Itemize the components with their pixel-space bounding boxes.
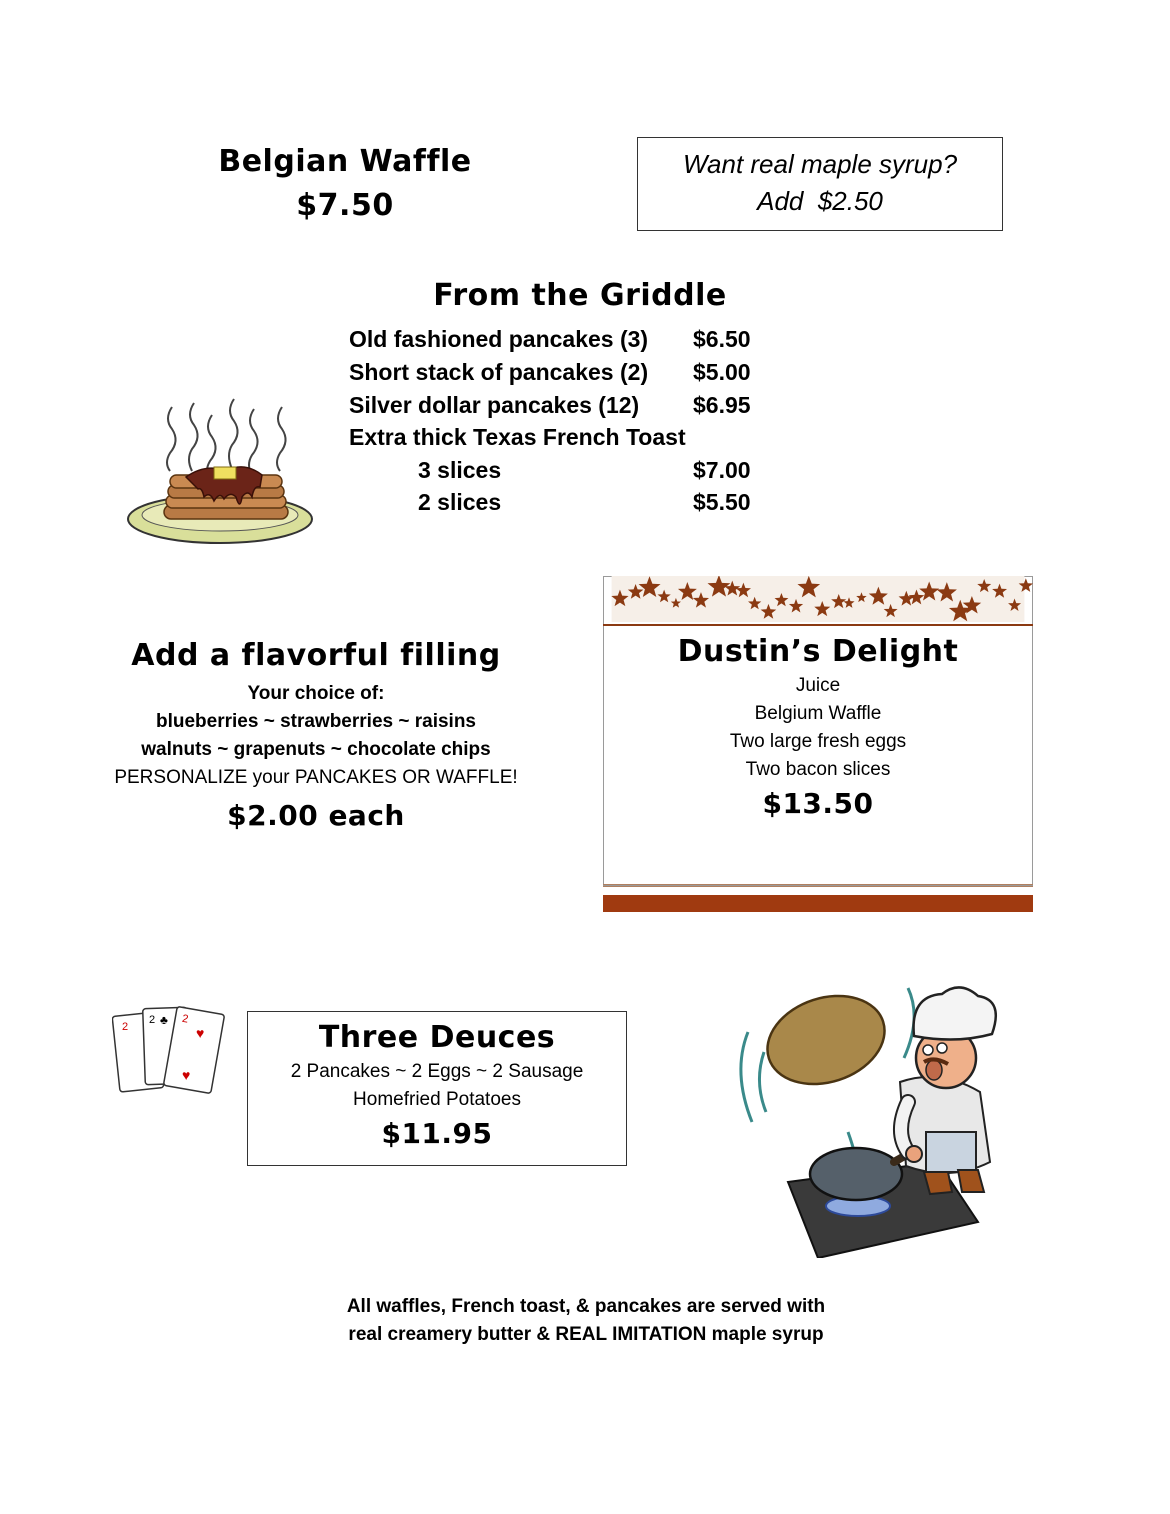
griddle-item-name: Extra thick Texas French Toast [349, 424, 686, 450]
belgian-waffle-price: $7.50 [296, 188, 394, 223]
card-rank: 2 [181, 1012, 190, 1026]
delight-body [603, 632, 1033, 824]
delight-accent-bar [603, 895, 1033, 912]
delight-item: Belgium Waffle [754, 703, 882, 724]
deuces-line-2: Homefried Potatoes [353, 1089, 521, 1110]
delight-price: $13.50 [762, 787, 874, 820]
griddle-item-name: Silver dollar pancakes (12) [349, 392, 640, 418]
griddle-item-price: $7.00 [693, 457, 751, 483]
belgian-waffle-section [190, 140, 500, 228]
card-rank: 2 [122, 1021, 129, 1033]
delight-item: Two large fresh eggs [729, 731, 907, 752]
griddle-title: From the Griddle [433, 278, 727, 313]
delight-title: Dustin’s Delight [677, 634, 959, 669]
deuces-line-1: 2 Pancakes ~ 2 Eggs ~ 2 Sausage [290, 1061, 584, 1082]
club-suit-icon: ♣ [160, 1013, 168, 1027]
filling-price: $2.00 each [227, 799, 405, 832]
syrup-line-2: Add $2.50 [757, 186, 883, 216]
griddle-item-name: Short stack of pancakes (2) [349, 359, 649, 385]
delight-divider [603, 884, 1033, 887]
griddle-item-price: $6.50 [693, 326, 751, 352]
stars-border-icon [603, 576, 1033, 626]
filling-line-1: blueberries ~ strawberries ~ raisins [155, 711, 476, 732]
griddle-item-price: $5.50 [693, 489, 751, 515]
footer-line-2: real creamery butter & REAL IMITATION maple syrup [348, 1324, 824, 1345]
maple-syrup-box [637, 137, 1003, 231]
delight-item: Two bacon slices [745, 759, 891, 780]
filling-choice: Your choice of: [247, 683, 385, 704]
griddle-item-price: $6.95 [693, 392, 751, 418]
belgian-waffle-name: Belgian Waffle [218, 144, 472, 179]
filling-title: Add a flavorful filling [131, 638, 501, 673]
filling-line-3: PERSONALIZE your PANCAKES OR WAFFLE! [114, 767, 518, 788]
chef-flipping-pancake-icon [728, 982, 1024, 1258]
griddle-item-price: $5.00 [693, 359, 751, 385]
pancake-stack-icon [122, 395, 318, 555]
griddle-item-name: Old fashioned pancakes (3) [349, 326, 649, 352]
griddle-item-name: 3 slices [418, 457, 502, 483]
deuces-title: Three Deuces [318, 1020, 556, 1055]
deuces-price: $11.95 [381, 1117, 493, 1150]
heart-suit-icon: ♥ [196, 1025, 205, 1041]
filling-line-2: walnuts ~ grapenuts ~ chocolate chips [141, 739, 491, 760]
three-deuces-box [247, 1011, 627, 1166]
dustins-delight-box [603, 576, 1033, 912]
footer-note [300, 1293, 872, 1349]
footer-line-1: All waffles, French toast, & pancakes are served with [346, 1296, 826, 1317]
griddle-item-name: 2 slices [418, 489, 502, 515]
playing-cards-icon [112, 1004, 234, 1096]
filling-section [100, 632, 532, 838]
syrup-line-1: Want real maple syrup? [682, 149, 958, 179]
heart-suit-icon: ♥ [182, 1067, 191, 1083]
delight-item: Juice [795, 675, 841, 696]
card-rank: 2 [149, 1014, 156, 1026]
